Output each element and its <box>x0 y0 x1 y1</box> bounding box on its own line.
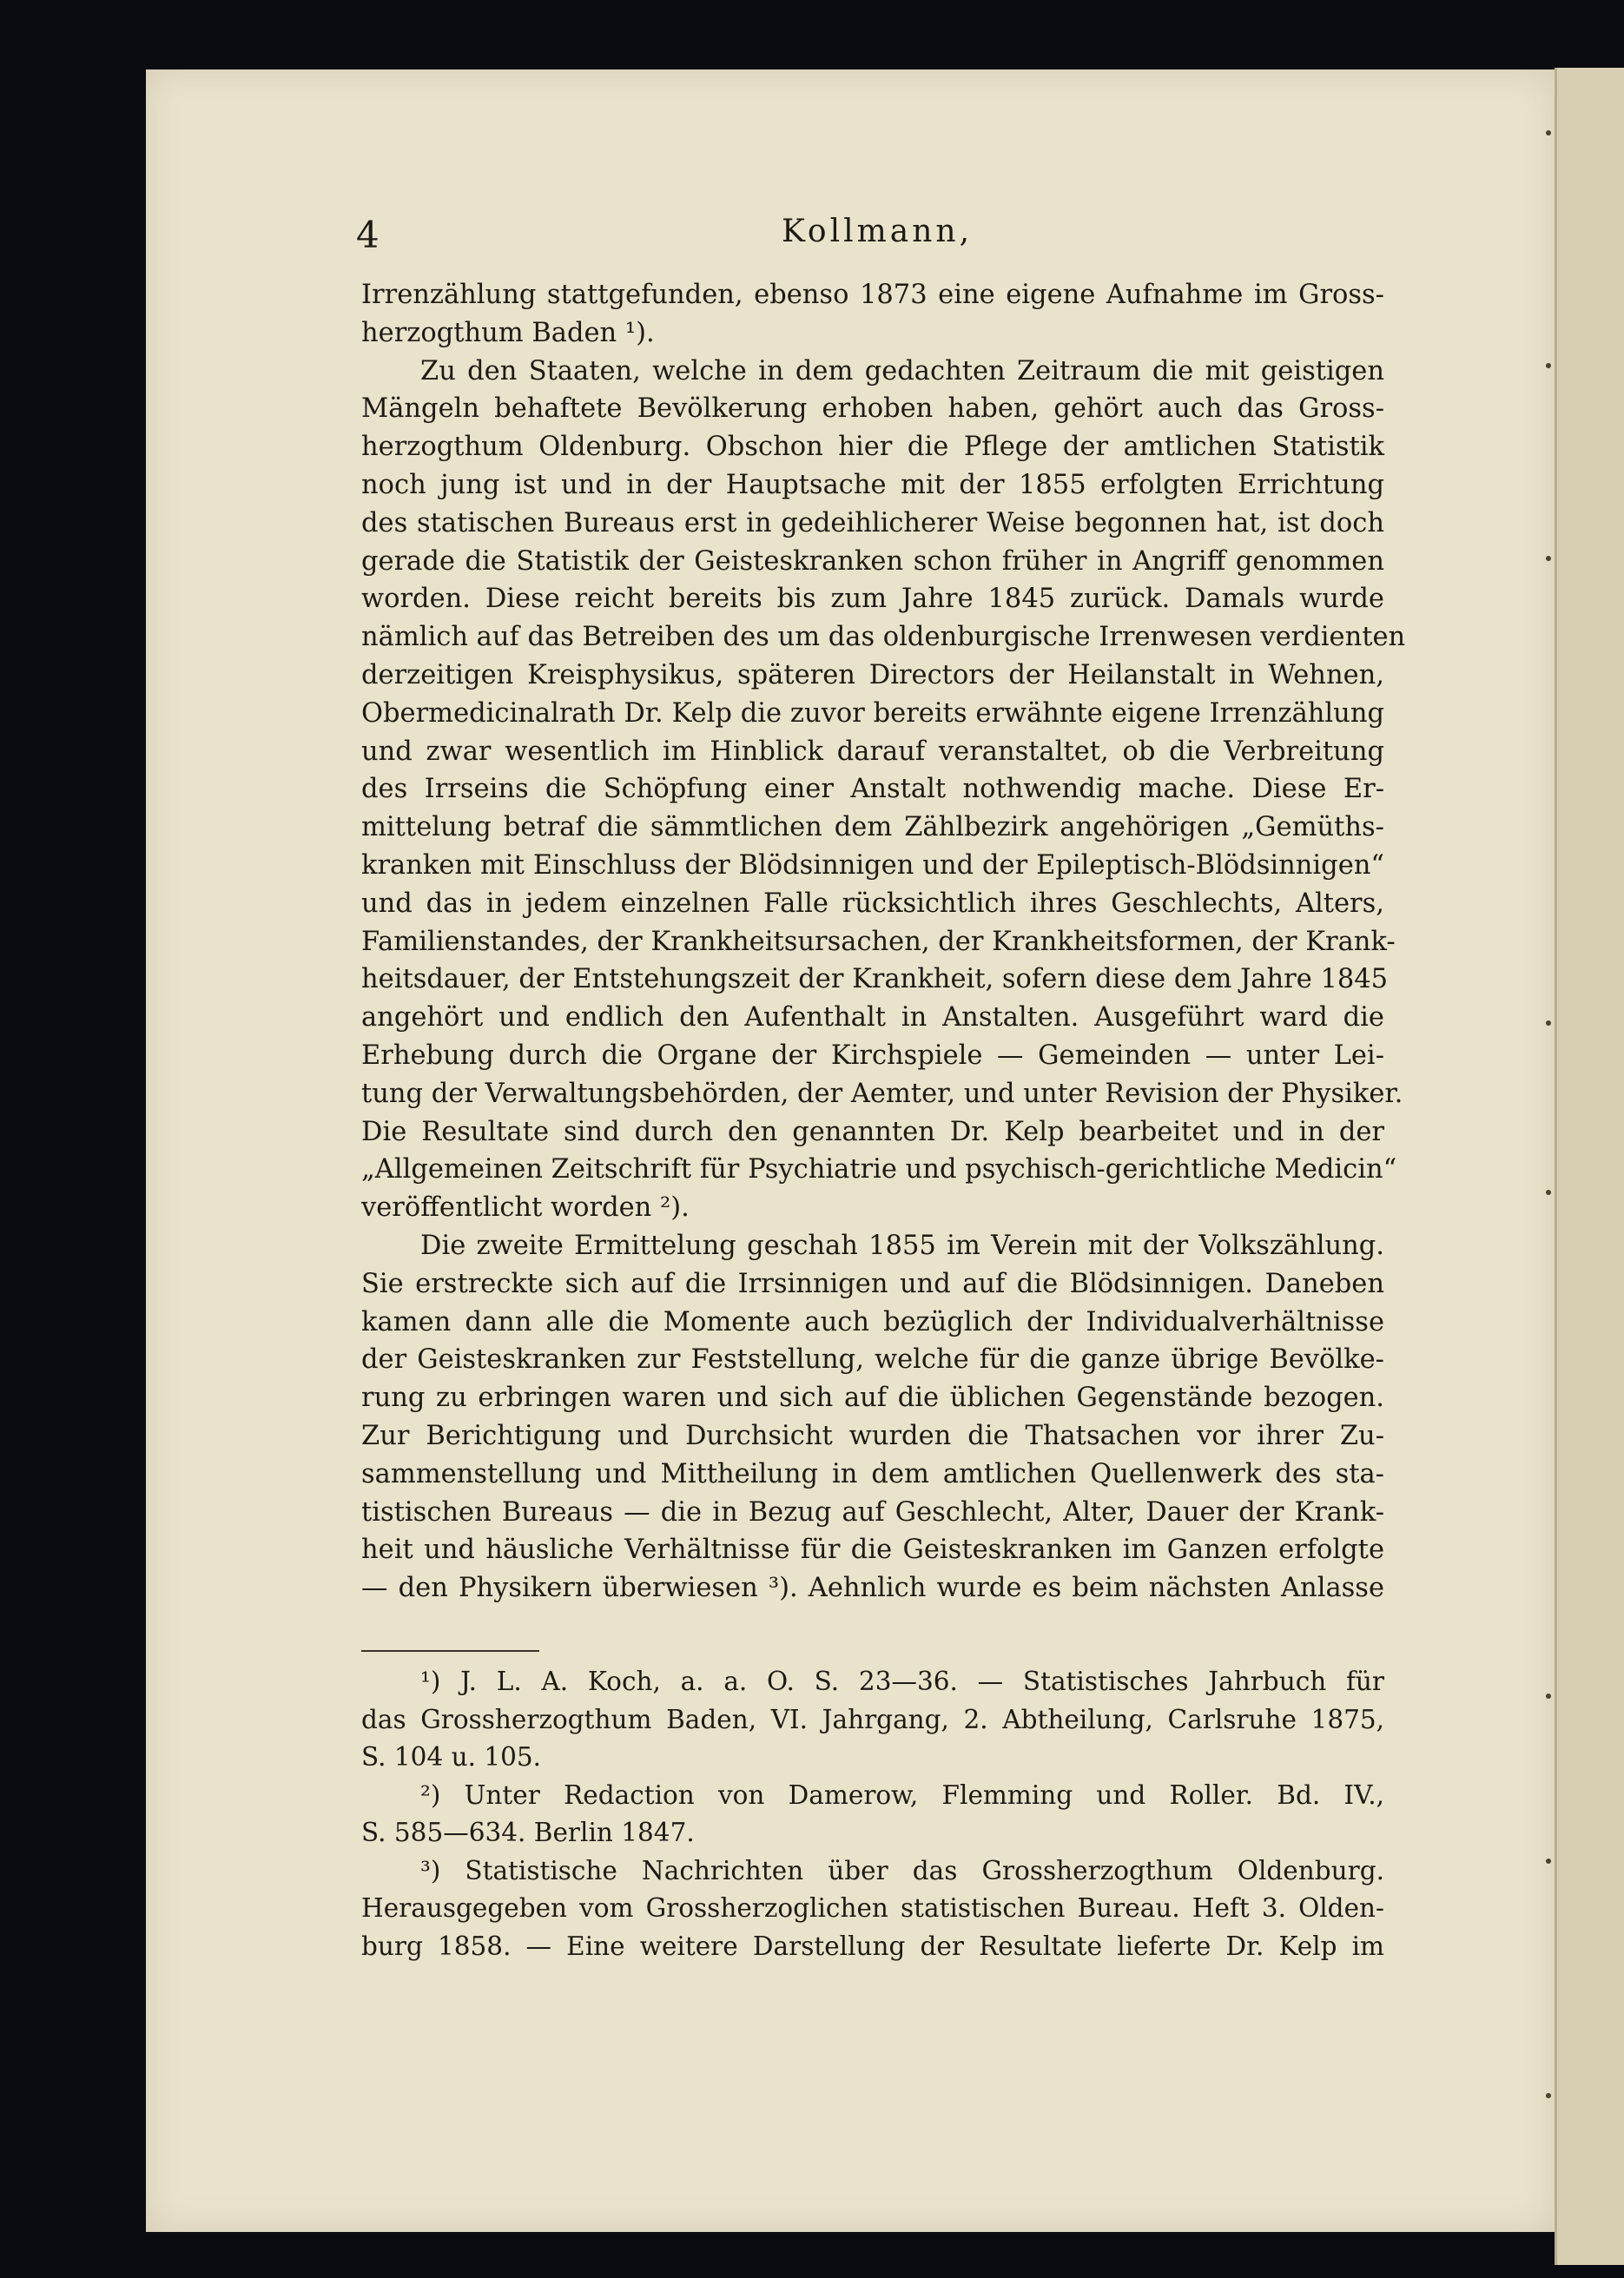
footnotes <box>361 1663 1384 1965</box>
text-line: Obermedicinalrath Dr. Kelp die zuvor bereits erwähnte eigene Irrenzählung <box>361 697 1384 729</box>
text-line: Familienstandes, der Krankheitsursachen, der Krankheitsformen, der Krank- <box>361 926 1396 957</box>
margin-specks <box>1546 122 1556 2119</box>
text-line: herzogthum Baden ¹). <box>361 317 655 348</box>
text-line: derzeitigen Kreisphysikus, späteren Directors der Heilanstalt in Wehnen, <box>361 659 1384 690</box>
text-line: Sie erstreckte sich auf die Irrsinnigen und auf die Blödsinnigen. Daneben <box>361 1268 1384 1299</box>
speck <box>1546 363 1551 368</box>
running-head <box>356 208 1390 261</box>
footnote-divider <box>361 1650 539 1652</box>
text-line: tistischen Bureaus — die in Bezug auf Geschlecht, Alter, Dauer der Krank- <box>361 1496 1384 1528</box>
speck <box>1546 2093 1551 2098</box>
text-line: der Geisteskranken zur Feststellung, welche für die ganze übrige Bevölke- <box>361 1344 1384 1376</box>
text-line: heit und häusliche Verhältnisse für die Geisteskranken im Ganzen erfolgte <box>361 1535 1384 1566</box>
text-line: Mängeln behaftete Bevölkerung erhoben haben, gehört auch das Gross- <box>361 393 1384 425</box>
text-line: heitsdauer, der Entstehungszeit der Krankheit, sofern diese dem Jahre 1845 <box>361 964 1389 995</box>
text-line: tung der Verwaltungsbehörden, der Aemter, und unter Revision der Physiker. <box>361 1078 1403 1109</box>
running-title: Kollmann, <box>782 214 974 249</box>
text-line: und das in jedem einzelnen Falle rücksichtlich ihres Geschlechts, Alters, <box>361 888 1384 919</box>
footnote-line: Herausgegeben vom Grossherzoglichen statistischen Bureau. Heft 3. Olden- <box>361 1893 1384 1923</box>
speck <box>1546 1694 1551 1699</box>
footnote-line: S. 104 u. 105. <box>361 1742 542 1772</box>
main-text <box>361 276 1406 1608</box>
text-line: Zu den Staaten, welche in dem gedachten Zeitraum die mit geistigen <box>420 355 1384 386</box>
text-line: gerade die Statistik der Geisteskranken schon früher in Angriff genommen <box>361 545 1384 577</box>
text-line: Zur Berichtigung und Durchsicht wurden die Thatsachen vor ihrer Zu- <box>361 1420 1384 1451</box>
speck <box>1546 556 1551 561</box>
text-line: kranken mit Einschluss der Blödsinnigen und der Epileptisch-Blödsinnigen“ <box>361 849 1384 881</box>
footnote-line: S. 585—634. Berlin 1847. <box>361 1818 695 1847</box>
text-line: mittelung betraf die sämmtlichen dem Zählbezirk angehörigen „Gemüths- <box>361 812 1384 843</box>
text-line: Die zweite Ermittelung geschah 1855 im Verein mit der Volkszählung. <box>420 1230 1384 1261</box>
text-line: worden. Diese reicht bereits bis zum Jahre 1845 zurück. Damals wurde <box>361 584 1384 615</box>
text-line: kamen dann alle die Momente auch bezüglich der Individualverhältnisse <box>361 1306 1384 1337</box>
speck <box>1546 1020 1551 1026</box>
text-line: „Allgemeinen Zeitschrift für Psychiatrie und psychisch-gerichtliche Medicin“ <box>361 1154 1397 1185</box>
text-line: — den Physikern überwiesen ³). Aehnlich wurde es beim nächsten Anlasse <box>361 1573 1384 1604</box>
adjacent-page-edge <box>1555 68 1624 2265</box>
speck <box>1546 1190 1551 1195</box>
footnote-line: das Grossherzogthum Baden, VI. Jahrgang, 2. Abtheilung, Carlsruhe 1875, <box>361 1704 1384 1734</box>
footnote-line: ¹) J. L. A. Koch, a. a. O. S. 23—36. — Statistisches Jahrbuch für <box>420 1667 1384 1696</box>
footnote-line: ²) Unter Redaction von Damerow, Flemming und Roller. Bd. IV., <box>420 1779 1384 1810</box>
text-line: veröffentlicht worden ²). <box>361 1192 690 1224</box>
text-line: angehört und endlich den Aufenthalt in Anstalten. Ausgeführt ward die <box>361 1002 1384 1033</box>
text-line: rung zu erbringen waren und sich auf die üblichen Gegenstände bezogen. <box>361 1383 1384 1414</box>
text-line: Erhebung durch die Organe der Kirchspiele — Gemeinden — unter Lei- <box>361 1040 1384 1071</box>
text-line: sammenstellung und Mittheilung in dem amtlichen Quellenwerk des sta- <box>361 1458 1384 1489</box>
text-line: Die Resultate sind durch den genannten Dr. Kelp bearbeitet und in der <box>361 1116 1384 1147</box>
page-number: 4 <box>356 214 380 256</box>
text-line: des statischen Bureaus erst in gedeihlicherer Weise begonnen hat, ist doch <box>361 507 1384 538</box>
speck <box>1546 130 1551 135</box>
footnote-line: burg 1858. — Eine weitere Darstellung der Resultate lieferte Dr. Kelp im <box>361 1931 1384 1961</box>
speck <box>1546 1859 1551 1864</box>
text-line: des Irrseins die Schöpfung einer Anstalt nothwendig mache. Diese Er- <box>361 774 1384 805</box>
text-line: und zwar wesentlich im Hinblick darauf veranstaltet, ob die Verbreitung <box>361 736 1384 767</box>
text-line: Irrenzählung stattgefunden, ebenso 1873 eine eigene Aufnahme im Gross- <box>361 280 1384 310</box>
text-line: herzogthum Oldenburg. Obschon hier die Pflege der amtlichen Statistik <box>361 432 1384 463</box>
footnote-line: ³) Statistische Nachrichten über das Grossherzogthum Oldenburg. <box>420 1855 1384 1885</box>
text-line: nämlich auf das Betreiben des um das oldenburgische Irrenwesen verdienten <box>361 622 1406 653</box>
text-line: noch jung ist und in der Hauptsache mit der 1855 erfolgten Errichtung <box>361 469 1384 500</box>
